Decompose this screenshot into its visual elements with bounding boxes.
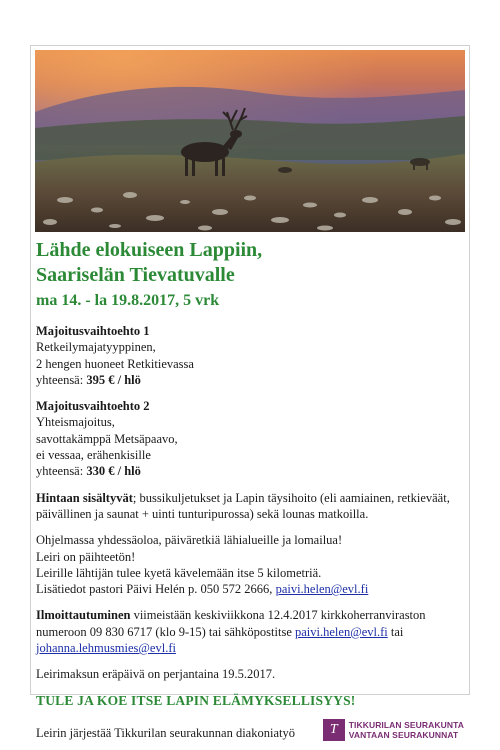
program-line-1: Ohjelmassa yhdessäoloa, päiväretkiä lähialueille ja lomailua! (36, 533, 343, 548)
registration-email-link-1[interactable]: paivi.helen@evl.fi (295, 624, 388, 639)
trip-dates: ma 14. - la 19.8.2017, 5 vrk (36, 292, 220, 309)
program-line-3: Leirille lähtijän tulee kyetä kävelemään itse 5 kilometriä. (36, 565, 322, 580)
option-2-price: 330 € / hlö (86, 464, 141, 479)
option-2-line-1: Yhteismajoitus, (36, 415, 115, 430)
program-line-4 (36, 581, 464, 597)
option-1-price: 395 € / hlö (86, 372, 141, 387)
slogan: TULE JA KOE ITSE LAPIN ELÄMYKSELLISYYS! (36, 692, 356, 708)
includes-text: ; bussikuljetukset ja Lapin täysihoito (eli aamiainen, retkieväät, päivällinen ja saunat + uinti tunturipurossa) sekä lounas matkoilla. (36, 490, 450, 521)
registration-label: Ilmoittautuminen (36, 608, 131, 623)
option-1-line-2: 2 hengen huoneet Retkitievassa (36, 356, 194, 371)
reindeer-landscape-image (35, 50, 465, 232)
option-2-line-3: ei vessaa, erähenkisille (36, 448, 151, 463)
organizer-text: Leirin järjestää Tikkurilan seurakunnan diakoniatyö (36, 725, 295, 740)
registration-text-2: tai (387, 624, 404, 639)
title-line-2: Saariselän Tievatuvalle (36, 264, 235, 286)
program-line-2: Leiri on päihteetön! (36, 549, 136, 564)
option-2-line-2: savottakämppä Metsäpaavo, (36, 431, 178, 446)
registration-text-1: viimeistään keskiviikkona 12.4.2017 kirkkoherranviraston numeroon 09 830 6717 (klo 9-15) tai sähköpostitse (36, 608, 426, 639)
hero-photo (35, 50, 465, 232)
flyer-title (36, 238, 464, 288)
program-info (36, 532, 464, 597)
logo-line-1: TIKKURILAN SEURAKUNTA (348, 719, 464, 730)
option-1-title: Majoitusvaihtoehto 1 (36, 324, 150, 338)
contact-email-link[interactable]: paivi.helen@evl.fi (275, 582, 369, 597)
option-2-price-line (36, 463, 464, 479)
parish-logo-icon: T (323, 719, 345, 741)
payment-due: Leirimaksun eräpäivä on perjantaina 19.5.2017. (36, 667, 276, 682)
registration-info (36, 607, 464, 656)
option-2-title: Majoitusvaihtoehto 2 (36, 399, 150, 414)
option-1-price-prefix: yhteensä: (36, 372, 87, 387)
option-1-line-1: Retkeilymajatyyppinen, (36, 340, 156, 355)
price-includes (36, 490, 464, 523)
title-line-1: Lähde elokuiseen Lappiin, (36, 239, 263, 261)
logo-line-2: VANTAAN SEURAKUNNAT (348, 729, 459, 740)
includes-label: Hintaan sisältyvät (36, 490, 133, 505)
registration-email-link-2[interactable]: johanna.lehmusmies@evl.fi (36, 641, 176, 656)
flyer-content (36, 238, 464, 741)
parish-logo (323, 719, 464, 741)
option-1-price-line (36, 372, 464, 388)
contact-text: Lisätiedot pastori Päivi Helén p. 050 572 2666, (36, 582, 276, 597)
accommodation-option-1 (36, 323, 464, 388)
footer-row (36, 717, 464, 741)
option-2-price-prefix: yhteensä: (36, 464, 87, 479)
parish-logo-text (349, 720, 464, 740)
accommodation-option-2 (36, 398, 464, 479)
